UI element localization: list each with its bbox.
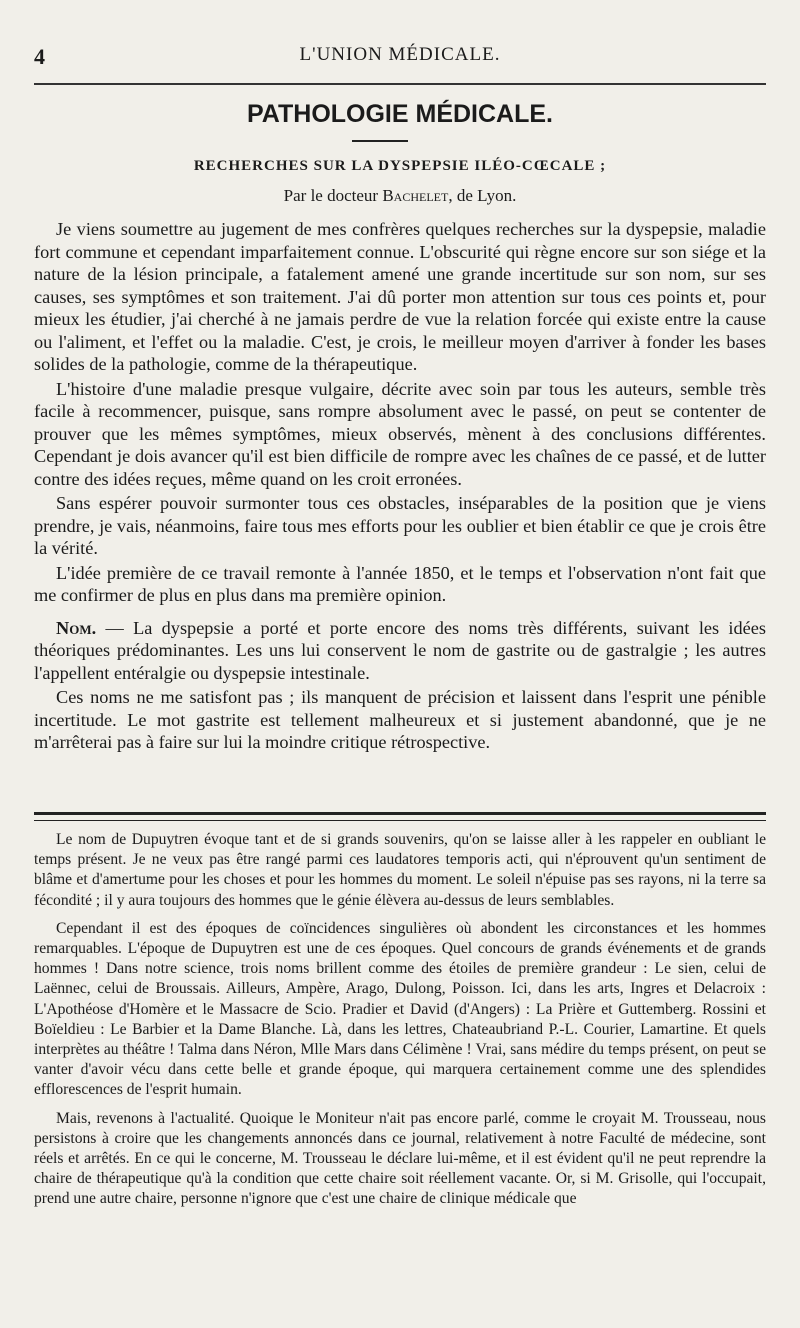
section-title: PATHOLOGIE MÉDICALE.	[246, 100, 554, 128]
running-title: L'UNION MÉDICALE.	[299, 44, 501, 65]
feuilleton-paragraph: Mais, revenons à l'actualité. Quoique le Moniteur n'ait pas encore parlé, comme le croyait M. Trousseau, nous persistons à croire que les changements annoncés dans ce journal, relativement à notre Faculté de médecine, sont réels et arrêtés. En ce qui le concerne, M. Trousseau le déclare lui-même, et il est évident qu'il ne peut reprendre la chaire de thérapeutique qu'à la condition que cette chaire soit réellement vacante. Or, si M. Grisolle, qui l'occupait, prend une autre chaire, personne n'ignore que c'est une chaire de clinique médicale que	[34, 1109, 766, 1208]
nom-paragraph	[34, 617, 766, 685]
article-byline	[0, 186, 800, 206]
byline-prefix: Par le docteur	[283, 186, 383, 205]
feuilleton-paragraph: Cependant il est des époques de coïncidences singulières où abondent les circonstances et les hommes remarquables. L'époque de Dupuytren est une de ces époques. Quel concours de grands événements et de grands hommes ! Dans notre science, trois noms brillent comme des étoiles de première grandeur : Le sien, celui de Laënnec, celui de Broussais. Ailleurs, Ampère, Arago, Dulong, Poisson. Ici, dans les arts, Ingres et Delacroix : L'Apothéose d'Homère et le Massacre de Scio. Pradier et David (d'Angers) : La Prière et Guttemberg. Rossini et Boïeldieu : Le Barbier et la Dame Blanche. Là, dans les lettres, Chateaubriand P.-L. Courier, Lamartine. Et quels interprètes au théâtre ! Talma dans Néron, Mlle Mars dans Célimène ! Vrai, sans médire du temps présent, on peut se vanter d'avoir vécu dans cette belle et grande époque, qui marquera certainement comme une des splendides efflorescences de l'esprit humain.	[34, 919, 766, 1099]
nom-text: — La dyspepsie a porté et porte encore des noms très différents, suivant les idées théoriques prédominantes. Les uns lui conservent le nom de gastrite ou de gastralgie ; les autres l'appellent entéralgie ou dyspepsie intestinale.	[34, 617, 766, 683]
article-paragraph: L'idée première de ce travail remonte à l'année 1850, et le temps et l'observation n'ont fait que me confirmer de plus en plus dans ma première opinion.	[34, 562, 766, 605]
section-rule	[352, 140, 408, 142]
article-subtitle: RECHERCHES SUR LA DYSPEPSIE ILÉO-CŒCALE ;	[193, 158, 607, 174]
feuilleton-paragraph: Le nom de Dupuytren évoque tant et de si grands souvenirs, qu'on se laisse aller à les rappeler en oubliant le temps présent. Je ne veux pas être rangé parmi ces laudatores temporis acti, qui n'éprouvent qu'un sentiment de blâme et d'amertume pour les choses et pour les hommes du moment. Le soleil n'épuise pas ses rayons, ni la terre sa fécondité ; il y aura toujours des hommes que le génie élèvera au-dessus de leurs semblables.	[34, 831, 766, 909]
article-paragraph: Sans espérer pouvoir surmonter tous ces obstacles, inséparables de la position que je viens prendre, je vais, néanmoins, faire tous mes efforts pour les oublier et bien établir ce que je crois être la vérité.	[34, 493, 766, 558]
feuilleton-body	[34, 830, 766, 1218]
page-number: 4	[34, 44, 45, 69]
article-paragraph: L'histoire d'une maladie presque vulgaire, décrite avec soin par tous les auteurs, semble très facile à recommencer, puisque, sans rompre absolument avec le passé, on peut se contenter de prouver que les mêmes symptômes, mieux observés, mènent à des conclusions différentes. Cependant je dois avancer qu'il est bien difficile de rompre avec les chaînes de ce passé, et de lutter contre des idées reçues, même quand on les croit erronées.	[34, 378, 766, 489]
article-paragraph: Ces noms ne me satisfont pas ; ils manquent de précision et laissent dans l'esprit une pénible incertitude. Le mot gastrite est tellement malheureux et si justement abandonné, que je ne m'arrêterai pas à faire sur lui la moindre critique rétrospective.	[34, 687, 766, 752]
article-paragraph: Je viens soumettre au jugement de mes confrères quelques recherches sur la dyspepsie, maladie fort commune et cependant imparfaitement connue. L'obscurité qui règne encore sur son siége et la nature de la lésion principale, a fatalement amené une grande incertitude sur son nom, sur ses causes, ses symptômes et son traitement. J'ai dû porter mon attention sur tous ces points et, pour mieux les étudier, j'ai cherché à ne jamais perdre de vue la relation forcée qui existe entre la cause ou l'aliment, et l'effet ou la maladie. C'est, je crois, le meilleur moyen d'arriver à fonder les bases solides de la pathologie, comme de la thérapeutique.	[34, 219, 766, 374]
header-rule	[34, 83, 766, 85]
byline-suffix: , de Lyon.	[448, 186, 517, 205]
author-name: Bachelet	[382, 186, 449, 205]
article-body	[34, 218, 766, 756]
nom-label: Nom.	[56, 617, 97, 638]
feuilleton-divider	[34, 812, 766, 821]
